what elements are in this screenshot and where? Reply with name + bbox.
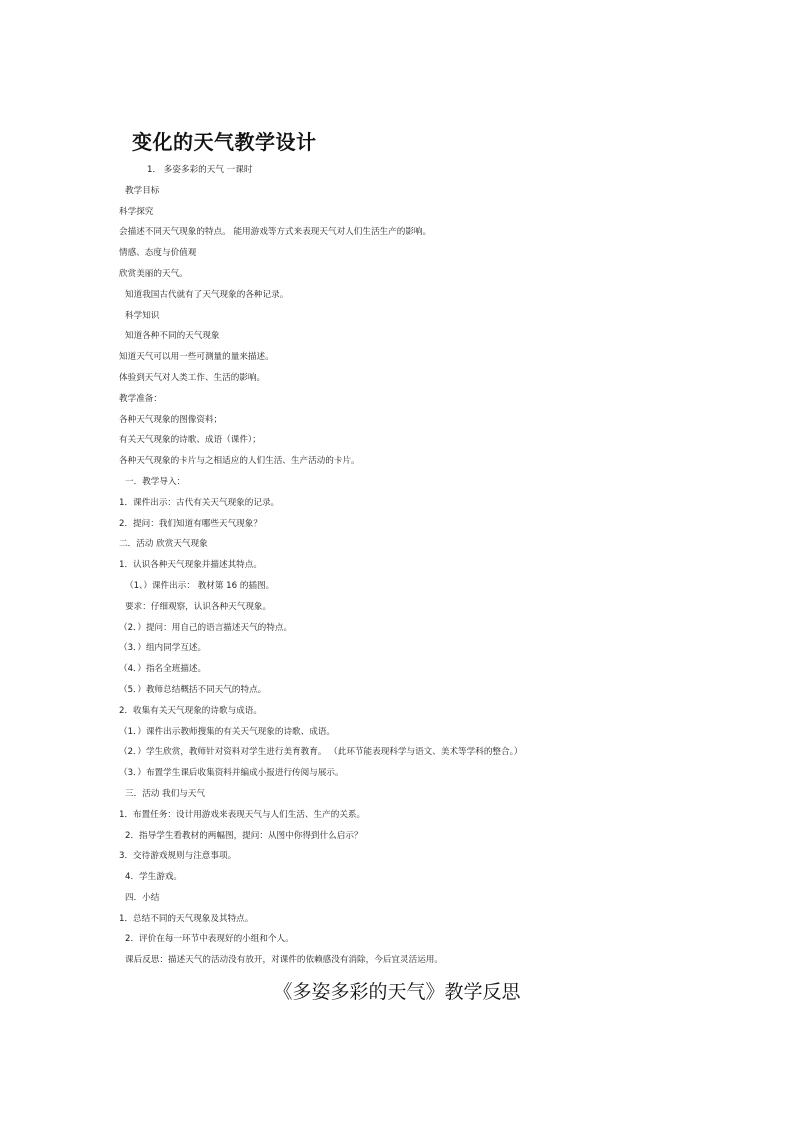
document-body — [119, 160, 759, 971]
text-line: 2．收集有关天气现象的诗歌与成语。 — [119, 705, 262, 716]
text-line: 知道我国古代就有了天气现象的各种记录。 — [125, 289, 289, 300]
text-line: （3．）组内同学互述。 — [119, 643, 207, 654]
text-line: （2．）学生欣赏，教师针对资料对学生进行美育教育。 （此环节能表现科学与语文、美术等学科的整合。） — [119, 747, 523, 758]
text-line: 1．认识各种天气现象并描述其特点。 — [119, 560, 262, 571]
text-line: 科学探究 — [119, 206, 154, 217]
text-line: 体验到天气对人类工作、生活的影响。 — [119, 372, 266, 383]
text-line: （3．）布置学生课后收集资料并编成小报进行传阅与展示。 — [119, 768, 344, 779]
text-line: （1．）课件出示教师搜集的有关天气现象的诗歌、成语。 — [119, 726, 336, 737]
text-line: 1． 多姿多彩的天气 一课时 — [147, 165, 253, 175]
text-line: 2．指导学生看教材的两幅图，提问：从图中你得到什么启示？ — [125, 830, 363, 841]
text-line: 欣赏美丽的天气。 — [119, 268, 188, 279]
text-line: 要求：仔细观察，认识各种天气现象。 — [125, 601, 272, 612]
text-line: （2．）提问：用自己的语言描述天气的特点。 — [119, 622, 293, 633]
text-line: 3．交待游戏规则与注意事项。 — [119, 851, 237, 862]
text-line: 有关天气现象的诗歌、成语（课件）； — [119, 435, 261, 446]
text-line: 2．提问：我们知道有哪些天气现象？ — [119, 518, 262, 529]
text-line: 情感、态度与价值观 — [119, 248, 197, 259]
text-line: （5．）教师总结概括不同天气的特点。 — [119, 684, 267, 695]
text-line: 4．学生游戏。 — [125, 872, 183, 883]
text-line: 各种天气现象的图像资料； — [119, 414, 223, 425]
text-line: 课后反思：描述天气的活动没有放开，对课件的依赖感没有消除，今后宜灵活运用。 — [125, 955, 443, 966]
section-heading: 二．活动 欣赏天气现象 — [119, 539, 208, 550]
text-line: 1．布置任务：设计用游戏来表现天气与人们生活、生产的关系。 — [119, 809, 366, 820]
text-line: 1．课件出示：古代有关天气现象的记录。 — [119, 497, 280, 508]
text-line: 各种天气现象的卡片与之相适应的人们生活、生产活动的卡片。 — [119, 456, 360, 467]
text-line: （4．）指名全班描述。 — [119, 664, 207, 675]
text-line: 1．总结不同的天气现象及其特点。 — [119, 913, 254, 924]
text-line: 知道各种不同的天气现象 — [125, 331, 220, 342]
text-line: 教学目标 — [125, 185, 160, 196]
section-heading: 四．小结 — [125, 892, 160, 903]
text-line: （1、）课件出示： 教材第 16 的插图。 — [125, 580, 275, 591]
reflection-title: 《多姿多彩的天气》教学反思 — [273, 981, 521, 1003]
document-title: 变化的天气教学设计 — [132, 130, 317, 154]
text-line: 2．评价在每一环节中表现好的小组和个人。 — [125, 934, 294, 945]
text-line: 教学准备： — [119, 393, 162, 404]
section-heading: 三．活动 我们与天气 — [125, 788, 206, 799]
text-line: 会描述不同天气现象的特点。 能用游戏等方式来表现天气对人们生活生产的影响。 — [119, 227, 432, 238]
text-line: 知道天气可以用一些可测量的量来描述。 — [119, 352, 274, 363]
text-line: 科学知识 — [125, 310, 160, 321]
section-heading: 一．教学导入： — [125, 476, 186, 487]
